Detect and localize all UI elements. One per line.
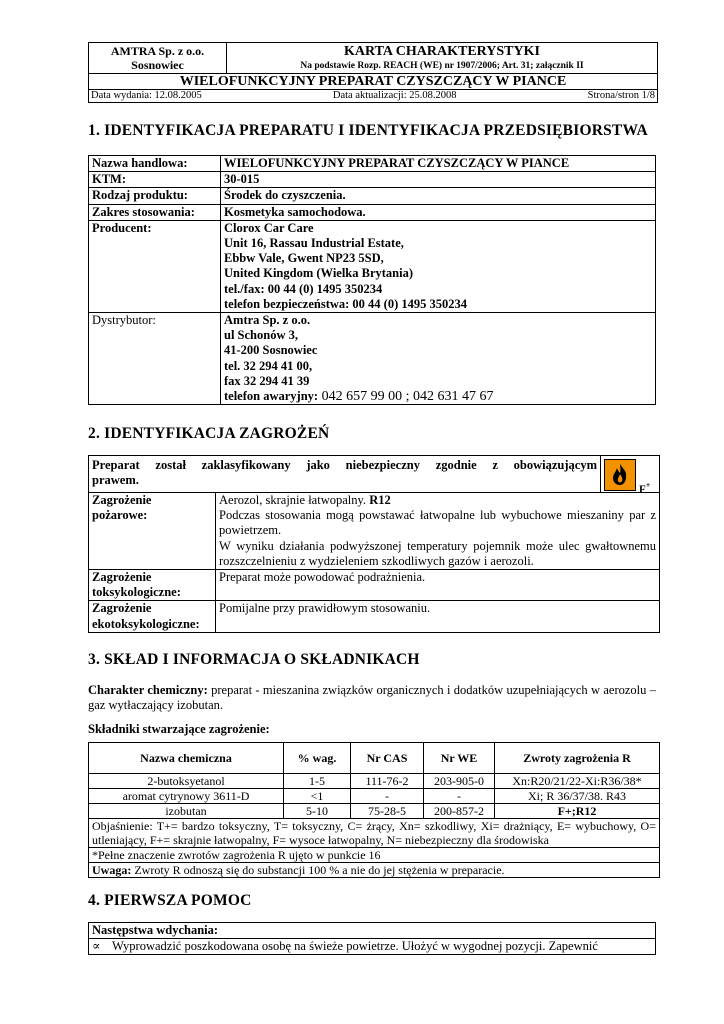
page-number: Strona/stron 1/8 [587, 90, 655, 101]
company-cell [89, 43, 227, 74]
row-value: Środek do czyszczenia. [221, 188, 656, 204]
column-header: Zwroty zagrożenia R [495, 743, 660, 774]
cell: 203-905-0 [424, 774, 495, 789]
flame-icon [604, 459, 636, 491]
distributor-line: fax 32 294 41 39 [224, 373, 310, 388]
cell: 5-10 [284, 804, 351, 819]
column-header: Nr CAS [351, 743, 424, 774]
table-row [89, 204, 656, 220]
producer-line: telefon bezpieczeństwa: 00 44 (0) 1495 350234 [224, 296, 468, 311]
table-row [89, 923, 656, 939]
column-header: Nazwa chemiczna [89, 743, 284, 774]
classification-cell [89, 456, 660, 496]
cell: aromat cytrynowy 3611-D [89, 789, 284, 804]
label-line: Zagrożenie [92, 493, 152, 507]
row-label: Zakres stosowania: [89, 204, 221, 220]
company-city: Sosnowiec [131, 58, 184, 72]
cell: 75-28-5 [351, 804, 424, 819]
distributor-line: Amtra Sp. z o.o. [224, 313, 311, 328]
symbol-sup: + [645, 481, 651, 490]
table-row [89, 804, 660, 819]
cell: F+;R12 [495, 804, 660, 819]
title-cell [227, 43, 658, 74]
first-aid-table [88, 922, 656, 955]
row-label: KTM: [89, 172, 221, 188]
cell: 1-5 [284, 774, 351, 789]
producer-details [221, 220, 656, 312]
table-row [89, 493, 660, 570]
note: *Pełne znaczenie zwrotów zagrożenia R ujęto w punkcie 16 [89, 848, 660, 863]
table-row [89, 220, 656, 312]
label-line: ekotoksykologiczne: [92, 616, 200, 631]
producer-line: United Kingdom (Wielka Brytania) [224, 266, 414, 281]
table-row [89, 601, 660, 632]
section-2-title: 2. IDENTYFIKACJA ZAGROŻEŃ [88, 425, 330, 442]
note-row [89, 863, 660, 878]
emergency-phone [224, 389, 652, 404]
symbol-code: F [639, 483, 646, 496]
row-value: Preparat może powodować podrażnienia. [216, 570, 660, 601]
note [89, 863, 660, 878]
date-row [89, 90, 658, 103]
chemical-character-label: Charakter chemiczny: [88, 683, 208, 697]
producer-line: tel./fax: 00 44 (0) 1495 350234 [224, 281, 383, 296]
label-line: pożarowe: [92, 508, 148, 523]
cell: 111-76-2 [351, 774, 424, 789]
company-name: AMTRA Sp. z o.o. [110, 44, 205, 58]
inhalation-title: Następstwa wdychania: [89, 923, 656, 939]
row-label [89, 570, 216, 601]
note-text: Zwroty R odnoszą się do substancji 100 % a nie do jej stężenia w preparacie. [131, 863, 505, 877]
inhalation-text [89, 939, 656, 955]
classification-row [89, 456, 660, 493]
table-row [89, 313, 656, 405]
distributor-line: ul Schonów 3, [224, 328, 298, 343]
table-row [89, 774, 660, 789]
column-header: % wag. [284, 743, 351, 774]
bullet-icon: ∝ [92, 939, 101, 954]
cell: 200-857-2 [424, 804, 495, 819]
row-value: Pomijalne przy prawidłowym stosowaniu. [216, 601, 660, 632]
row-value: 30-015 [221, 172, 656, 188]
row-label: Dystrybutor: [89, 313, 221, 405]
update-date: Data aktualizacji: 25.08.2008 [332, 90, 457, 101]
row-value: WIELOFUNKCYJNY PREPARAT CZYSZCZĄCY W PIANCE [221, 156, 656, 172]
cell: Xi; R 36/37/38. R43 [495, 789, 660, 804]
row-value: Kosmetyka samochodowa. [221, 204, 656, 220]
fire-hazard-line: Podczas stosowania mogą powstawać łatwopalne lub wybuchowe mieszaniny par z powietrzem. [219, 508, 656, 538]
classification-line: Preparat został zaklasyfikowany jako niebezpieczny zgodnie z obowiązującym [92, 458, 597, 472]
components-table [88, 742, 660, 878]
cell: <1 [284, 789, 351, 804]
distributor-line: tel. 32 294 41 00, [224, 358, 313, 373]
producer-line: Clorox Car Care [224, 220, 314, 235]
label-line: Zagrożenie [92, 570, 152, 585]
identification-table [88, 155, 656, 405]
cell: izobutan [89, 804, 284, 819]
cell: - [351, 789, 424, 804]
cell: 2-butoksyetanol [89, 774, 284, 789]
symbol-letter [639, 478, 650, 498]
table-row [89, 156, 656, 172]
distributor-details [221, 313, 656, 405]
doc-basis: Na podstawie Rozp. REACH (WE) nr 1907/2006; Art. 31; załącznik II [300, 61, 584, 71]
section-1-title: 1. IDENTYFIKACJA PREPARATU I IDENTYFIKACJA PRZEDSIĘBIORSTWA [88, 122, 648, 139]
inhalation-line: Wyprowadzić poszkodowana osobę na świeże powietrze. Ułożyć w wygodnej pozycji. Zapewnić [112, 939, 598, 954]
chemical-character-text: preparat - mieszanina związków organicznych i dodatków uzupełniających w aerozolu – gaz wytłaczający izobutan. [88, 683, 657, 712]
note-label: Uwaga: [92, 863, 132, 877]
row-label: Producent: [89, 220, 221, 312]
hazard-components-title: Składniki stwarzające zagrożenie: [88, 722, 270, 736]
note-row [89, 848, 660, 863]
producer-line: Ebbw Vale, Gwent NP23 5SD, [224, 251, 384, 266]
product-name-header: WIELOFUNKCYJNY PREPARAT CZYSZCZĄCY W PIANCE [89, 74, 658, 90]
label-line: Zagrożenie [92, 601, 152, 616]
fire-hazard-code: R12 [369, 493, 391, 507]
emergency-number: 042 657 99 00 ; 042 631 47 67 [318, 389, 494, 405]
fire-hazard-line [219, 493, 656, 508]
table-row [89, 172, 656, 188]
classification-text [89, 456, 600, 492]
producer-line: Unit 16, Rassau Industrial Estate, [224, 236, 404, 251]
table-row [89, 789, 660, 804]
document-header [88, 42, 658, 103]
label-line: toksykologiczne: [92, 585, 181, 600]
table-row [89, 570, 660, 601]
row-label [89, 601, 216, 632]
fire-hazard-text [216, 493, 660, 570]
fire-hazard-pre: Aerozol, skrajnie łatwopalny. [219, 493, 370, 507]
chemical-character [88, 683, 656, 713]
hazards-table [88, 455, 660, 633]
table-row [89, 188, 656, 204]
explanation: Objaśnienie: T+= bardzo toksyczny, T= toksyczny, C= żrący, Xn= szkodliwy, Xi= drażniący, E= wybuchowy, O= utleniający, F+= skrajnie łatwopalny, F= wysoce łatwopalny, N= niebezpieczny dla środowiska [89, 819, 660, 848]
classification-line: prawem. [92, 473, 139, 487]
table-row [89, 939, 656, 955]
doc-title: KARTA CHARAKTERYSTYKI [344, 44, 540, 59]
cell: - [424, 789, 495, 804]
explanation-row [89, 819, 660, 848]
distributor-line: 41-200 Sosnowiec [224, 343, 318, 358]
section-4-title: 4. PIERWSZA POMOC [88, 892, 252, 909]
hazard-symbol [600, 456, 659, 496]
row-label: Nazwa handlowa: [89, 156, 221, 172]
emergency-label: telefon awaryjny: [224, 389, 319, 404]
column-header: Nr WE [424, 743, 495, 774]
table-header [89, 743, 660, 774]
section-3-title: 3. SKŁAD I INFORMACJA O SKŁADNIKACH [88, 651, 420, 668]
row-label [89, 493, 216, 570]
row-label: Rodzaj produktu: [89, 188, 221, 204]
fire-hazard-line: W wyniku działania podwyższonej temperatury pojemnik może ulec gwałtownemu rozszczelnieniu z wydzieleniem szkodliwych gazów i aerozoli. [219, 538, 656, 568]
issue-date: Data wydania: 12.08.2005 [91, 90, 202, 101]
cell: Xn:R20/21/22-Xi:R36/38* [495, 774, 660, 789]
